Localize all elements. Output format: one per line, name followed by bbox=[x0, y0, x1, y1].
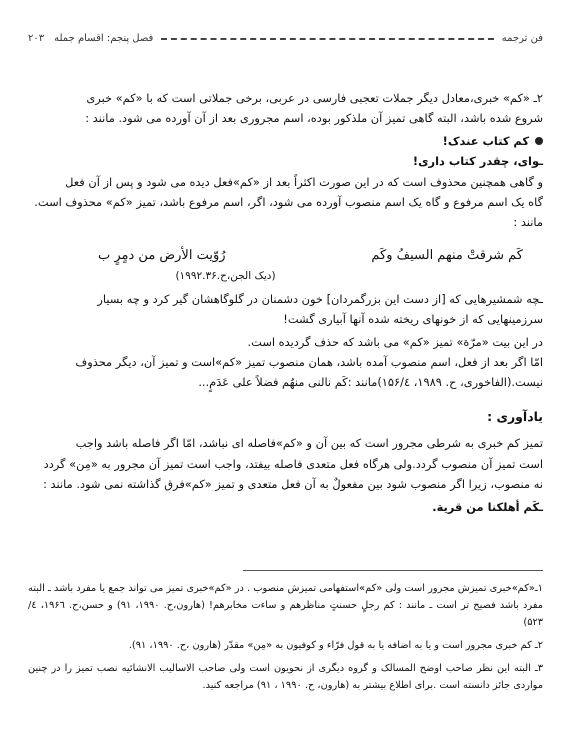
example-1-text: کم کتاب عندک! bbox=[442, 133, 529, 148]
example-1 bbox=[28, 131, 543, 151]
text-line: گاه یک اسم مرفوع و گاه یک اسم منصوب آورده می شود، اگر، اسم مرفوع باشد، تمیز «کم» محذوف است. bbox=[34, 195, 543, 210]
paragraph-4: در این بیت «مرّة» تمیز «کم» می باشد که حذف گردیده است. bbox=[247, 334, 543, 349]
footnote-separator bbox=[243, 570, 543, 571]
bullet-icon bbox=[535, 137, 543, 145]
footnote-1: ۱ـ«کم»خبری تمیزش مجرور است ولی «کم»استفهامی تمیزش منصوب . در «کم»خبری تمیز می تواند جمع یا مفرد باشد ـ البته مفرد باشد فصیح تر است ـ مانند : کم رجلٍ حسنتٍ مناظرهم و ساءت مخابرهم! (هارون،ح. ۱۹۹۰، ۹۱) و حسن،ح. ۱۹۶٦، ٤/ ۵۲۳) bbox=[28, 583, 543, 628]
book-title: فن ترجمه bbox=[501, 32, 543, 44]
text-line: مانند : bbox=[513, 215, 543, 230]
footnotes bbox=[28, 580, 543, 700]
verse-hemistich-right: کَم شرقتْ منهم السیفُ وکَم bbox=[371, 247, 523, 263]
main-text bbox=[28, 88, 543, 517]
text-line: ـچه شمشیرهایی که [از دست این بزرگمردان] خون دشمنان در گلوگاهشان گیر کرد و چه بسیار bbox=[97, 291, 543, 306]
poem-verse bbox=[28, 235, 543, 267]
page-content bbox=[28, 0, 543, 740]
page-number: ۲۰۳ bbox=[28, 32, 45, 44]
text-line: و گاهی همچنین محذوف است که در این صورت اکثراً بعد از «کم»فعل دیده می شود و پس از آن فعل bbox=[65, 174, 543, 189]
header-dashed-rule bbox=[161, 38, 493, 40]
text-line: است تمیز آن منصوب گردد.ولی هرگاه فعل متعدی فاصله بیفتد، واجب است تمیز آن مجرور به «مِن» گردد bbox=[43, 456, 543, 471]
paragraph-1 bbox=[28, 88, 543, 129]
text-line: ۲ـ «کم» خبری،معادل دیگر جملات تعجبی فارسی در عربی، برخی جملاتی است که با «کم» خبری bbox=[86, 91, 543, 105]
text-line: تمیز کم خبری به شرطی مجرور است که بین آن و «کم»فاصله ای نباشد، امّا اگر فاصله باشد واجب bbox=[75, 436, 543, 451]
footnote-3: ۳ـ البته این نظر صاحب اوضح المسالک و گروه دیگری از نحویون است ولی صاحب الاسالیب الانشائیه نصب تمیز را در چنین مواردی جائز دانسته است .برای اطلاع بیشتر به (هارون، ح. ۱۹۹۰ ، ۹۱) مراجعه کنید. bbox=[28, 663, 543, 691]
text-line: امّا اگر بعد از فعل، اسم منصوب آمده باشد، همان منصوب تمیز «کم»است و تمیز آن، دیگر محذوف bbox=[75, 355, 543, 370]
chapter-title: فصل پنجم: اقسام جمله bbox=[54, 32, 154, 44]
text-line: نه منصوب، زیرا اگر منصوب شود بین مفعولٌ به آن فعل متعدی و تمیز «کم»فرق گذاشته نمی شود. مانند : bbox=[43, 477, 543, 492]
paragraph-2 bbox=[28, 172, 543, 233]
running-header bbox=[28, 30, 543, 46]
verse-citation: (دیک الجن،ح.۱۹۹۲.۳۶) bbox=[175, 269, 276, 282]
footnote-2: ۲ـ کم خبری مجرور است و یا به اضافه یا به قول فرّاء و کوفیون به «مِن» مقدّر (هارون ،ح. ۱۹۹۰، ۹۱). bbox=[128, 640, 543, 651]
text-line: شروع شده باشد، البته گاهی تمیز آن ملذکور بوده، اسم مجروری بعد از آن آورده می شود. مانند : bbox=[85, 111, 543, 126]
text-line: نیست.(الفاخوری، ح. ۱۹۸۹، ۱۵۶/٤)مانند :کَم نالنی منهُم فضلاً علی عَدَمٍ... bbox=[198, 375, 543, 390]
paragraph-3 bbox=[28, 289, 543, 330]
verse-hemistich-left: رُوّیت الأرض من دمٍرٍ ب bbox=[98, 247, 226, 263]
paragraph-6 bbox=[28, 433, 543, 494]
header-left bbox=[28, 33, 153, 44]
section-heading: یادآوری : bbox=[487, 408, 543, 424]
paragraph-5 bbox=[28, 352, 543, 393]
example-1-translation: ـوای، چقدر کتاب داری! bbox=[412, 154, 543, 169]
text-line: سرزمینهایی که از خونهای ریخته شده آنها آبیاری گشت! bbox=[283, 312, 543, 327]
example-2: ـکَم أهلکنا من قریة. bbox=[432, 499, 543, 514]
